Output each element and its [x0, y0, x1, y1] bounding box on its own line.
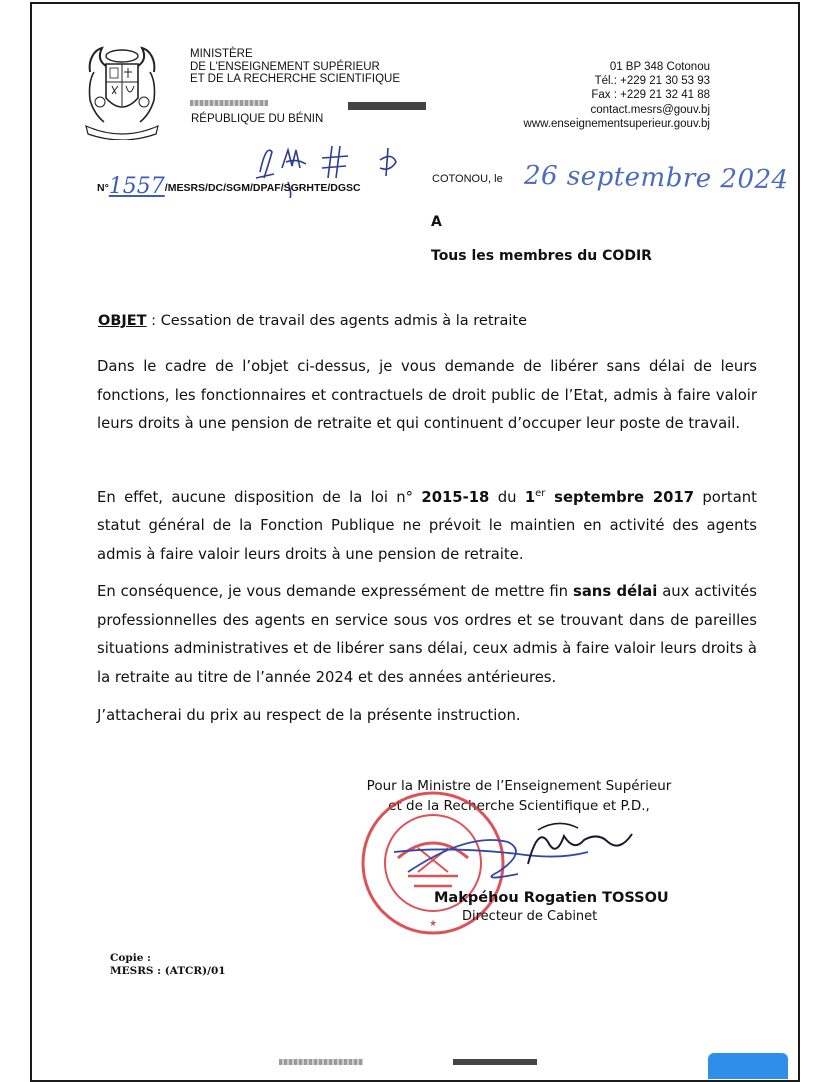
subject-text: Cessation de travail des agents admis à la retraite: [160, 313, 528, 329]
subject-separator: :: [146, 313, 161, 329]
signature-line-1: Pour la Ministre de l’Enseignement Supérieur: [366, 778, 672, 794]
subject-label: OBJET: [98, 313, 147, 329]
signature-line-2: et de la Recherche Scientifique et P.D.,: [388, 798, 650, 814]
ministry-line: DE L'ENSEIGNEMENT SUPÉRIEUR: [190, 60, 380, 73]
p3-text: aux activités professionnelles des agents en service sous vos ordres et se trouvant dans de pareilles situations administratives et de libérer sans délai, ceux admis à faire valoir leurs droits à la retraite au titre de l’année 2024 et des années antérieures.: [97, 583, 757, 686]
flag-bar-left: [190, 100, 268, 106]
p2-text: portant statut général de la Fonction Publique ne prévoit le maintien en activité des agents admis à faire valoir leurs droits à une pension de retraite.: [97, 488, 757, 563]
benin-coat-of-arms-icon: [80, 42, 164, 140]
ministry-line: MINISTÈRE: [190, 48, 253, 60]
place-label: COTONOU, le: [432, 173, 503, 185]
reference-prefix: N°: [97, 182, 109, 194]
law-number: 2015-18: [421, 488, 490, 506]
law-date: septembre 2017: [545, 488, 695, 506]
copy-label: Copie :: [110, 952, 151, 964]
body-paragraph-2: [97, 480, 757, 569]
footer-flag-bar-left: [279, 1059, 363, 1065]
law-day-suffix: er: [535, 488, 546, 499]
contact-address: 01 BP 348 Cotonou: [609, 61, 710, 73]
p2-text: du: [489, 488, 525, 506]
republic-label: RÉPUBLIQUE DU BÉNIN: [191, 113, 324, 125]
subject-line: [98, 313, 527, 329]
contact-website: www.enseignementsuperieur.gouv.bj: [523, 117, 710, 130]
body-paragraph-3: [97, 578, 757, 692]
p3-emphasis: sans délai: [573, 583, 658, 600]
recipient-name: Tous les membres du CODIR: [431, 248, 652, 264]
p2-text: En effet, aucune disposition de la loi n°: [97, 488, 422, 506]
body-paragraph-4: J’attacherai du prix au respect de la présente instruction.: [97, 707, 521, 724]
handwritten-signature-icon: [388, 812, 638, 892]
ministry-line: ET DE LA RECHERCHE SCIENTIFIQUE: [190, 73, 401, 86]
flag-bar-right: [348, 102, 426, 110]
copy-block: [110, 952, 226, 978]
contact-phone: Tél.: +229 21 30 53 93: [594, 75, 710, 88]
svg-text:★: ★: [428, 919, 438, 929]
signer-name: Makpéhou Rogatien TOSSOU: [434, 890, 669, 906]
reference-code: /MESRS/DC/SGM/DPAF/SGRHTE/DGSC: [164, 182, 361, 194]
contact-block: [524, 60, 710, 131]
recipient-to: A: [431, 214, 442, 230]
body-paragraph-1: Dans le cadre de l’objet ci-dessus, je vous demande de libérer sans délai de leurs fonctions, les fonctionnaires et contractuels de droit public de l’Etat, admis à faire valoir leurs droits à une pension de retraite et qui continuent d’occuper leur poste de travail.: [97, 358, 757, 432]
floating-action-button[interactable]: [708, 1053, 788, 1079]
signer-role: Directeur de Cabinet: [462, 909, 598, 924]
contact-email: contact.mesrs@gouv.bj: [590, 103, 710, 116]
contact-fax: Fax : +229 21 32 41 88: [591, 89, 710, 102]
ministry-block: [190, 48, 400, 86]
copy-recipient: MESRS : (ATCR)/01: [110, 965, 226, 977]
reference-line: [97, 172, 361, 197]
p3-text: En conséquence, je vous demande expressément de mettre fin: [97, 583, 574, 600]
reference-number: 1557: [108, 174, 165, 199]
footer-flag-bar-right: [453, 1059, 537, 1065]
handwritten-date: 26 septembre 2024: [523, 160, 789, 196]
law-day: 1: [524, 488, 536, 506]
